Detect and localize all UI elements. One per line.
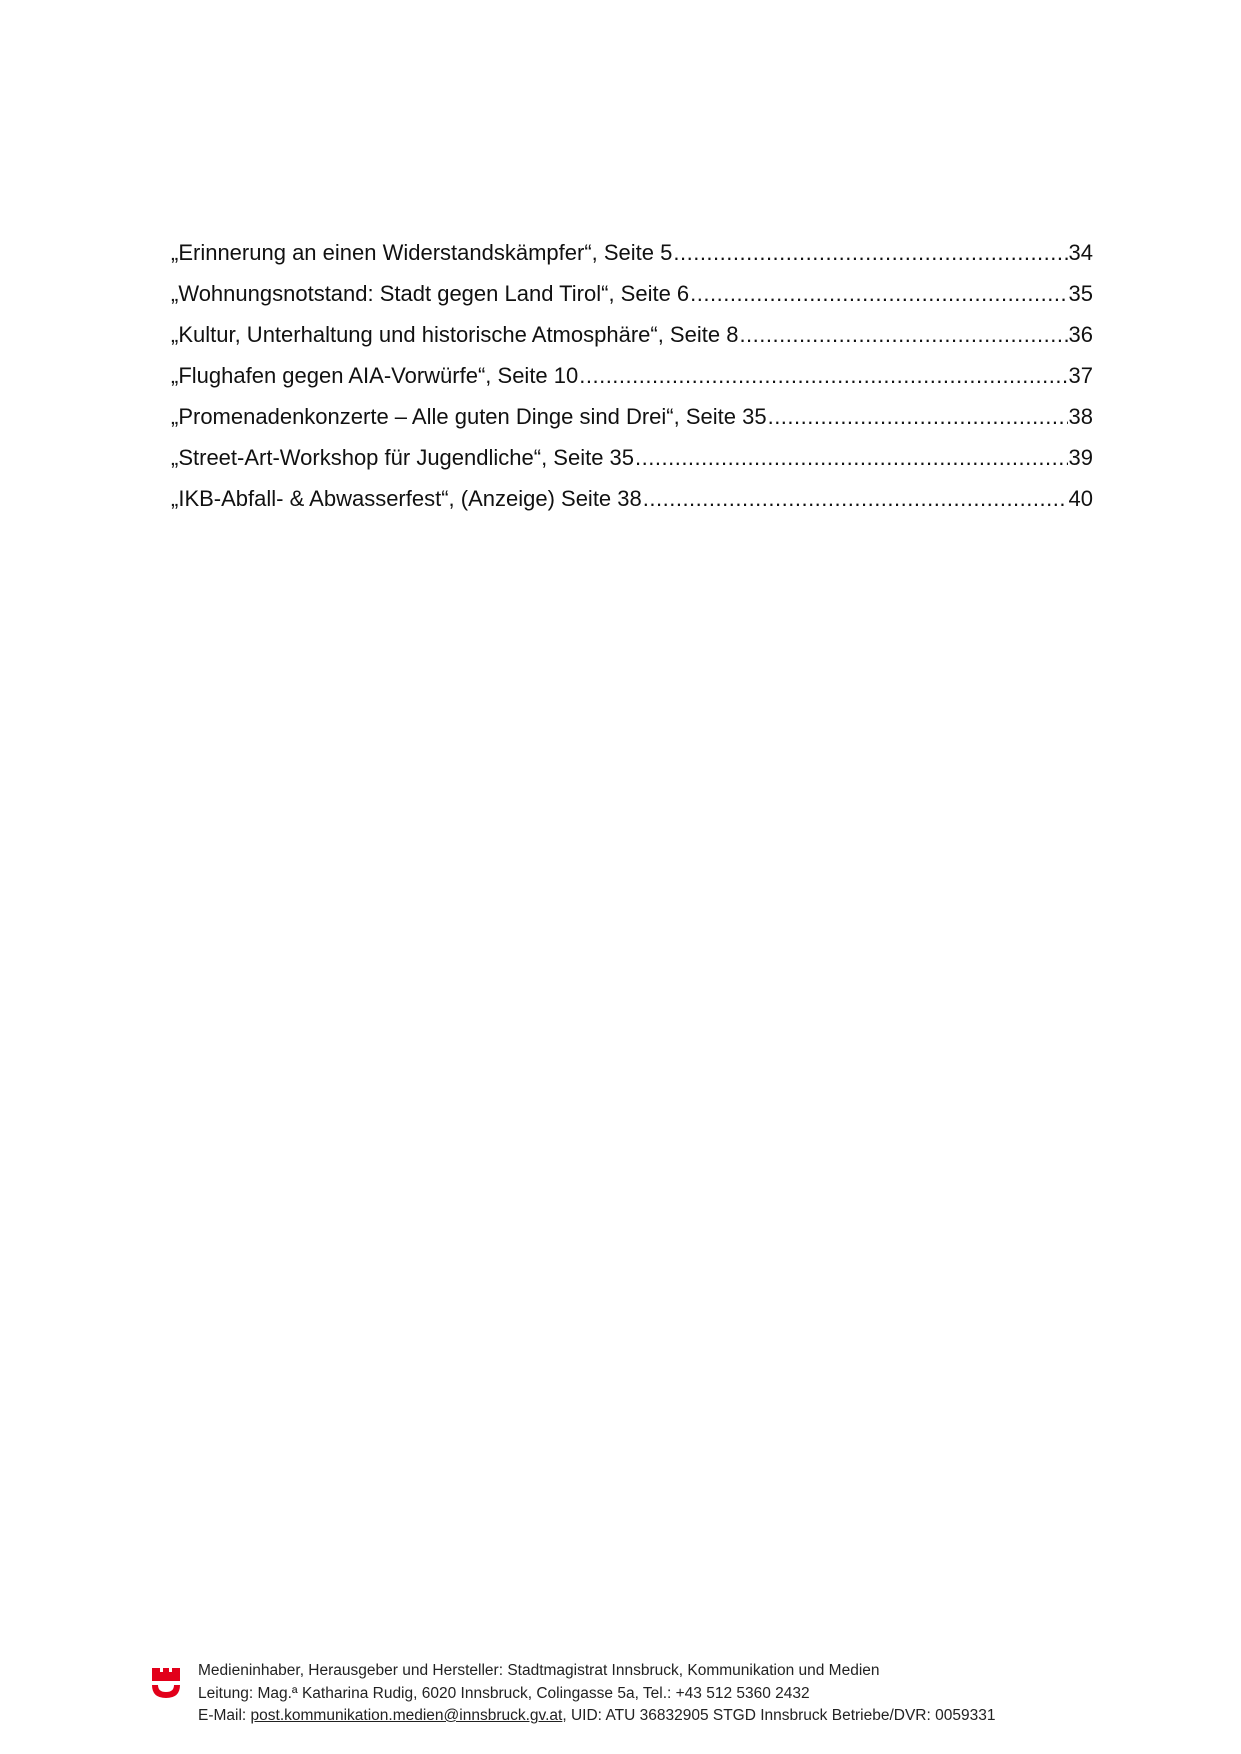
footer-contact-line (198, 1705, 995, 1728)
toc-entry[interactable] (171, 478, 1093, 519)
toc-entry[interactable] (171, 396, 1093, 437)
table-of-contents (171, 232, 1093, 519)
toc-dot-leader (673, 232, 1067, 273)
toc-entry-title: „IKB-Abfall- & Abwasserfest“, (Anzeige) Seite 38 (171, 486, 642, 511)
toc-entry-page: 36 (1068, 322, 1093, 347)
toc-dot-leader (768, 396, 1068, 437)
toc-entry[interactable] (171, 314, 1093, 355)
toc-dot-leader (739, 314, 1067, 355)
toc-entry[interactable] (171, 355, 1093, 396)
toc-entry[interactable] (171, 437, 1093, 478)
toc-entry-title: „Street-Art-Workshop für Jugendliche“, Seite 35 (171, 445, 635, 470)
innsbruck-city-logo-icon (150, 1666, 182, 1700)
toc-entry-page: 40 (1068, 486, 1093, 511)
toc-entry-title: „Erinnerung an einen Widerstandskämpfer“, Seite 5 (171, 240, 673, 265)
toc-dot-leader (643, 478, 1068, 519)
toc-entry-title: „Wohnungsnotstand: Stadt gegen Land Tirol“, Seite 6 (171, 281, 690, 306)
footer-publisher-line: Medieninhaber, Herausgeber und Hersteller: Stadtmagistrat Innsbruck, Kommunikation und Medien (198, 1662, 880, 1679)
footer-registration-info: , UID: ATU 36832905 STGD Innsbruck Betriebe/DVR: 0059331 (562, 1707, 996, 1724)
toc-entry[interactable] (171, 273, 1093, 314)
footer-management-line: Leitung: Mag.ª Katharina Rudig, 6020 Innsbruck, Colingasse 5a, Tel.: +43 512 5360 2432 (198, 1684, 810, 1702)
footer-imprint (198, 1660, 995, 1728)
toc-dot-leader (690, 273, 1067, 314)
toc-entry-page: 37 (1068, 363, 1093, 388)
page-footer (150, 1660, 1100, 1730)
toc-dot-leader (579, 355, 1067, 396)
toc-entry-title: „Kultur, Unterhaltung und historische Atmosphäre“, Seite 8 (171, 322, 739, 347)
toc-entry-title: „Flughafen gegen AIA-Vorwürfe“, Seite 10 (171, 363, 579, 388)
toc-dot-leader (635, 437, 1067, 478)
footer-email-label: E-Mail: (198, 1707, 251, 1724)
toc-entry-page: 34 (1068, 240, 1093, 265)
toc-entry-page: 38 (1068, 404, 1093, 429)
toc-entry-title: „Promenadenkonzerte – Alle guten Dinge sind Drei“, Seite 35 (171, 404, 767, 429)
toc-entry-page: 35 (1068, 281, 1093, 306)
toc-entry-page: 39 (1068, 445, 1093, 470)
footer-email-link[interactable]: post.kommunikation.medien@innsbruck.gv.at (250, 1707, 563, 1724)
toc-entry[interactable] (171, 232, 1093, 273)
